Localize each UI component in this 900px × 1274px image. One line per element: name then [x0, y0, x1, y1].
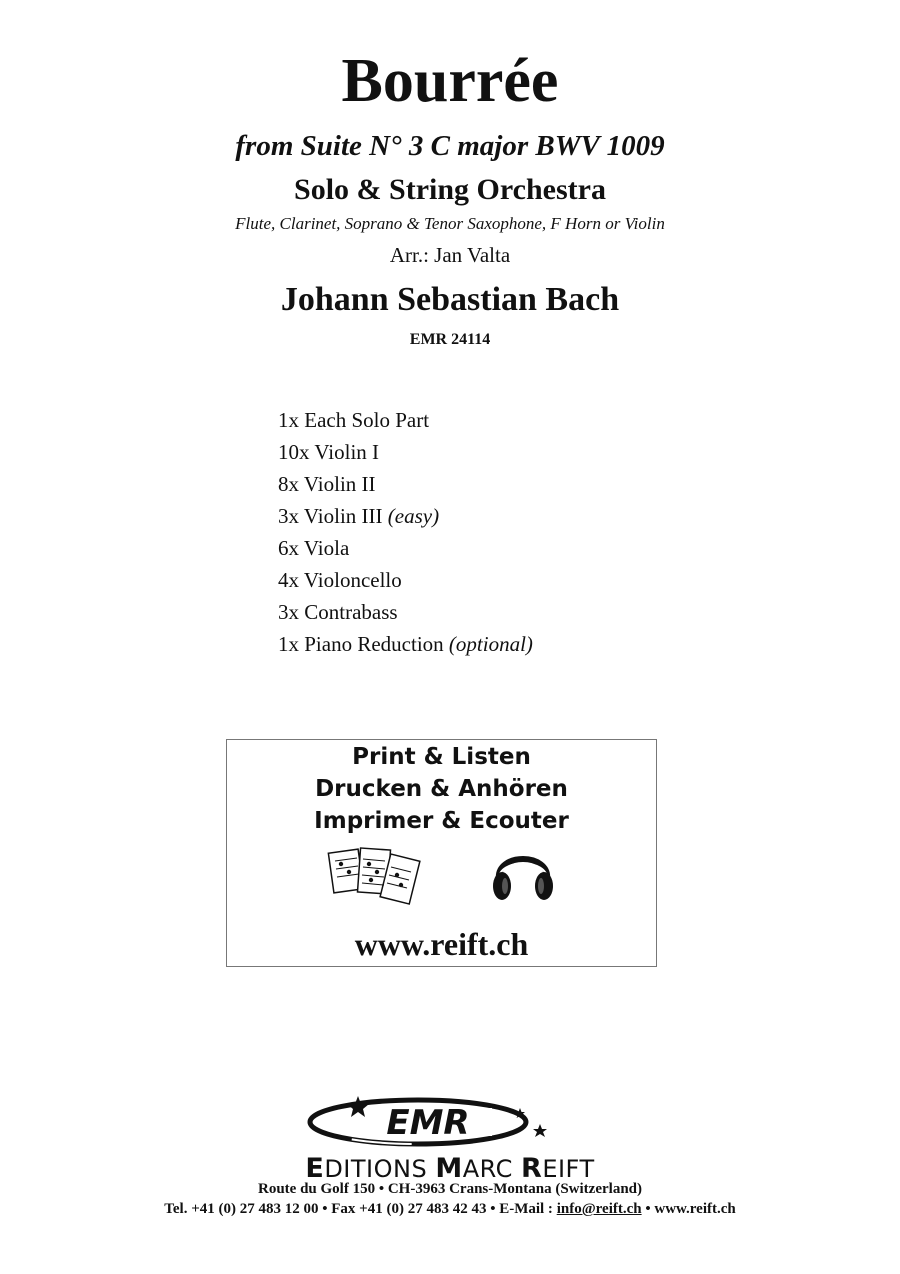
part-item: 1x Piano Reduction (optional) [278, 632, 533, 656]
print-listen-box [226, 739, 657, 967]
publisher-address: Route du Golf 150 • CH-3963 Crans-Montana (Switzerland) [258, 1181, 642, 1197]
publisher-contact: Tel. +41 (0) 27 483 12 00 • Fax +41 (0) 27 483 42 43 • E-Mail : info@reift.ch • www.reift.ch [164, 1201, 736, 1217]
headphones-icon [489, 840, 557, 906]
arranger: Arr.: Jan Valta [389, 243, 511, 267]
solo-instruments: Flute, Clarinet, Soprano & Tenor Saxophone, F Horn or Violin [235, 214, 665, 233]
parts-list [278, 404, 533, 660]
svg-text:EMR: EMR [386, 1103, 470, 1143]
part-item: 1x Each Solo Part [278, 408, 430, 432]
promo-line-english: Print & Listen [352, 744, 531, 770]
publisher-name: EDITIONS MARC REIFT [305, 1153, 595, 1184]
part-item: 8x Violin II [278, 472, 376, 496]
catalog-number: EMR 24114 [409, 331, 491, 348]
promo-line-german: Drucken & Anhören [315, 776, 568, 802]
website-url[interactable]: www.reift.ch [354, 926, 529, 962]
sheet-music-icon [327, 845, 423, 909]
email-link[interactable]: info@reift.ch [556, 1201, 642, 1217]
subtitle: from Suite N° 3 C major BWV 1009 [235, 130, 665, 162]
part-item: 4x Violoncello [278, 568, 402, 592]
part-item: 10x Violin I [278, 440, 380, 464]
part-item: 6x Viola [278, 536, 350, 560]
ensemble: Solo & String Orchestra [294, 173, 606, 206]
emr-logo [300, 1088, 560, 1152]
part-item: 3x Contrabass [278, 600, 398, 624]
page-title: Bourrée [341, 47, 559, 115]
composer: Johann Sebastian Bach [280, 281, 620, 318]
promo-line-french: Imprimer & Ecouter [314, 808, 569, 834]
part-item: 3x Violin III (easy) [278, 504, 440, 528]
